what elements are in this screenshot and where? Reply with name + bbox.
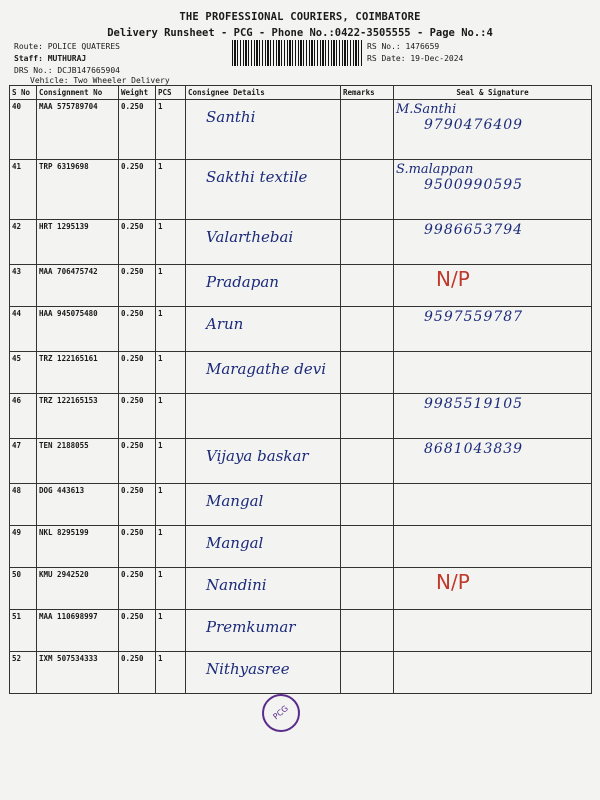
handwritten-name: Nandini (206, 576, 267, 594)
table-row (10, 265, 592, 307)
rs-number: RS No.: 1476659 (367, 42, 440, 51)
cell-signature (394, 307, 592, 352)
cell-remarks (341, 652, 394, 694)
handwritten-name: Sakthi textile (206, 168, 308, 186)
cell-sno: 41 (10, 160, 37, 220)
cell-remarks (341, 352, 394, 394)
drs-label: DRS No.: DCJB147665904 (14, 66, 120, 75)
cell-signature (394, 484, 592, 526)
cell-remarks (341, 265, 394, 307)
col-sno: S No (10, 86, 37, 100)
cell-weight: 0.250 (119, 484, 156, 526)
handwritten-name: Arun (206, 315, 244, 333)
cell-sno: 47 (10, 439, 37, 484)
cell-consignment: MAA 110698997 (37, 610, 119, 652)
cell-sno: 42 (10, 220, 37, 265)
cell-weight: 0.250 (119, 568, 156, 610)
cell-remarks (341, 160, 394, 220)
cell-weight: 0.250 (119, 394, 156, 439)
cell-signature (394, 394, 592, 439)
col-remarks: Remarks (341, 86, 394, 100)
cell-consignee (186, 394, 341, 439)
cell-pcs: 1 (156, 439, 186, 484)
cell-consignment: MAA 706475742 (37, 265, 119, 307)
cell-pcs: 1 (156, 220, 186, 265)
cell-pcs: 1 (156, 652, 186, 694)
cell-signature (394, 526, 592, 568)
table-row (10, 439, 592, 484)
runsheet-table (9, 85, 592, 694)
cell-signature (394, 610, 592, 652)
cell-sno: 49 (10, 526, 37, 568)
handwritten-phone: 8681043839 (424, 441, 524, 457)
handwritten-phone: 9597559787 (424, 309, 524, 325)
courier-stamp: PCG (254, 686, 308, 740)
cell-pcs: 1 (156, 100, 186, 160)
cell-consignee (186, 100, 341, 160)
cell-remarks (341, 394, 394, 439)
cell-sno: 45 (10, 352, 37, 394)
cell-consignee (186, 160, 341, 220)
handwritten-phone: 9790476409 (424, 117, 524, 133)
handwritten-name: Mangal (206, 492, 264, 510)
handwritten-name: Maragathe devi (206, 360, 327, 378)
handwritten-name: Premkumar (206, 618, 296, 636)
cell-sno: 48 (10, 484, 37, 526)
cell-weight: 0.250 (119, 526, 156, 568)
cell-pcs: 1 (156, 568, 186, 610)
cell-consignment: HRT 1295139 (37, 220, 119, 265)
cell-consignment: IXM 507534333 (37, 652, 119, 694)
runsheet-title: THE PROFESSIONAL COURIERS, COIMBATORE (179, 11, 421, 23)
cell-pcs: 1 (156, 265, 186, 307)
cell-signature (394, 220, 592, 265)
table-row (10, 394, 592, 439)
col-consignee: Consignee Details (186, 86, 341, 100)
handwritten-name: Pradapan (206, 273, 279, 291)
handwritten-name: Santhi (206, 108, 256, 126)
table-header-row (10, 86, 592, 100)
cell-sno: 51 (10, 610, 37, 652)
cell-consignee (186, 220, 341, 265)
not-present-mark: N/P (436, 267, 470, 291)
handwritten-phone: 9986653794 (424, 222, 524, 238)
barcode (232, 40, 362, 66)
table-row (10, 352, 592, 394)
cell-consignment: NKL 8295199 (37, 526, 119, 568)
cell-consignment: TRZ 122165153 (37, 394, 119, 439)
cell-consignee (186, 307, 341, 352)
cell-consignee (186, 610, 341, 652)
table-row (10, 100, 592, 160)
cell-consignee (186, 652, 341, 694)
cell-consignment: KMU 2942520 (37, 568, 119, 610)
cell-signature (394, 652, 592, 694)
handwritten-phone: 9985519105 (424, 396, 524, 412)
cell-sno: 50 (10, 568, 37, 610)
cell-consignee (186, 265, 341, 307)
cell-sno: 40 (10, 100, 37, 160)
cell-signature (394, 568, 592, 610)
cell-pcs: 1 (156, 307, 186, 352)
table-row (10, 610, 592, 652)
rs-date: RS Date: 19-Dec-2024 (367, 54, 464, 63)
cell-pcs: 1 (156, 160, 186, 220)
cell-remarks (341, 568, 394, 610)
cell-consignment: DOG 443613 (37, 484, 119, 526)
cell-signature (394, 439, 592, 484)
handwritten-name: Nithyasree (206, 660, 290, 678)
col-consignment: Consignment No (37, 86, 119, 100)
cell-signature (394, 265, 592, 307)
cell-pcs: 1 (156, 484, 186, 526)
cell-pcs: 1 (156, 352, 186, 394)
handwritten-name: Valarthebai (206, 228, 294, 246)
table-row (10, 220, 592, 265)
handwritten-phone: 9500990595 (424, 177, 524, 193)
table-row (10, 652, 592, 694)
cell-consignment: TEN 2188055 (37, 439, 119, 484)
cell-consignee (186, 352, 341, 394)
cell-weight: 0.250 (119, 610, 156, 652)
table-row (10, 160, 592, 220)
cell-remarks (341, 307, 394, 352)
route-label: Route: POLICE QUATERES (14, 42, 120, 51)
cell-weight: 0.250 (119, 265, 156, 307)
cell-remarks (341, 526, 394, 568)
handwritten-signature: S.malappan (396, 162, 474, 177)
handwritten-signature: M.Santhi (396, 102, 457, 117)
cell-weight: 0.250 (119, 160, 156, 220)
cell-signature (394, 352, 592, 394)
cell-signature (394, 100, 592, 160)
cell-pcs: 1 (156, 610, 186, 652)
cell-weight: 0.250 (119, 352, 156, 394)
handwritten-name: Mangal (206, 534, 264, 552)
cell-consignee (186, 568, 341, 610)
col-signature: Seal & Signature (394, 86, 592, 100)
handwritten-name: Vijaya baskar (206, 447, 309, 465)
cell-consignment: TRZ 122165161 (37, 352, 119, 394)
cell-sno: 43 (10, 265, 37, 307)
cell-remarks (341, 220, 394, 265)
cell-pcs: 1 (156, 526, 186, 568)
cell-remarks (341, 484, 394, 526)
cell-consignee (186, 526, 341, 568)
cell-consignment: HAA 945075480 (37, 307, 119, 352)
cell-sno: 52 (10, 652, 37, 694)
cell-consignment: TRP 6319698 (37, 160, 119, 220)
cell-signature (394, 160, 592, 220)
cell-weight: 0.250 (119, 100, 156, 160)
cell-pcs: 1 (156, 394, 186, 439)
cell-remarks (341, 439, 394, 484)
cell-remarks (341, 610, 394, 652)
vehicle-label: Vehicle: Two Wheeler Delivery (30, 76, 170, 85)
table-row (10, 568, 592, 610)
not-present-mark: N/P (436, 570, 470, 594)
cell-sno: 46 (10, 394, 37, 439)
col-pcs: PCS (156, 86, 186, 100)
staff-label: Staff: MUTHURAJ (14, 54, 87, 63)
cell-weight: 0.250 (119, 307, 156, 352)
cell-consignee (186, 484, 341, 526)
table-row (10, 484, 592, 526)
cell-remarks (341, 100, 394, 160)
cell-weight: 0.250 (119, 439, 156, 484)
table-row (10, 526, 592, 568)
cell-weight: 0.250 (119, 220, 156, 265)
cell-consignee (186, 439, 341, 484)
runsheet-subtitle: Delivery Runsheet - PCG - Phone No.:0422-3505555 - Page No.:4 (107, 27, 493, 39)
table-row (10, 307, 592, 352)
cell-sno: 44 (10, 307, 37, 352)
cell-weight: 0.250 (119, 652, 156, 694)
cell-consignment: MAA 575789704 (37, 100, 119, 160)
col-weight: Weight (119, 86, 156, 100)
